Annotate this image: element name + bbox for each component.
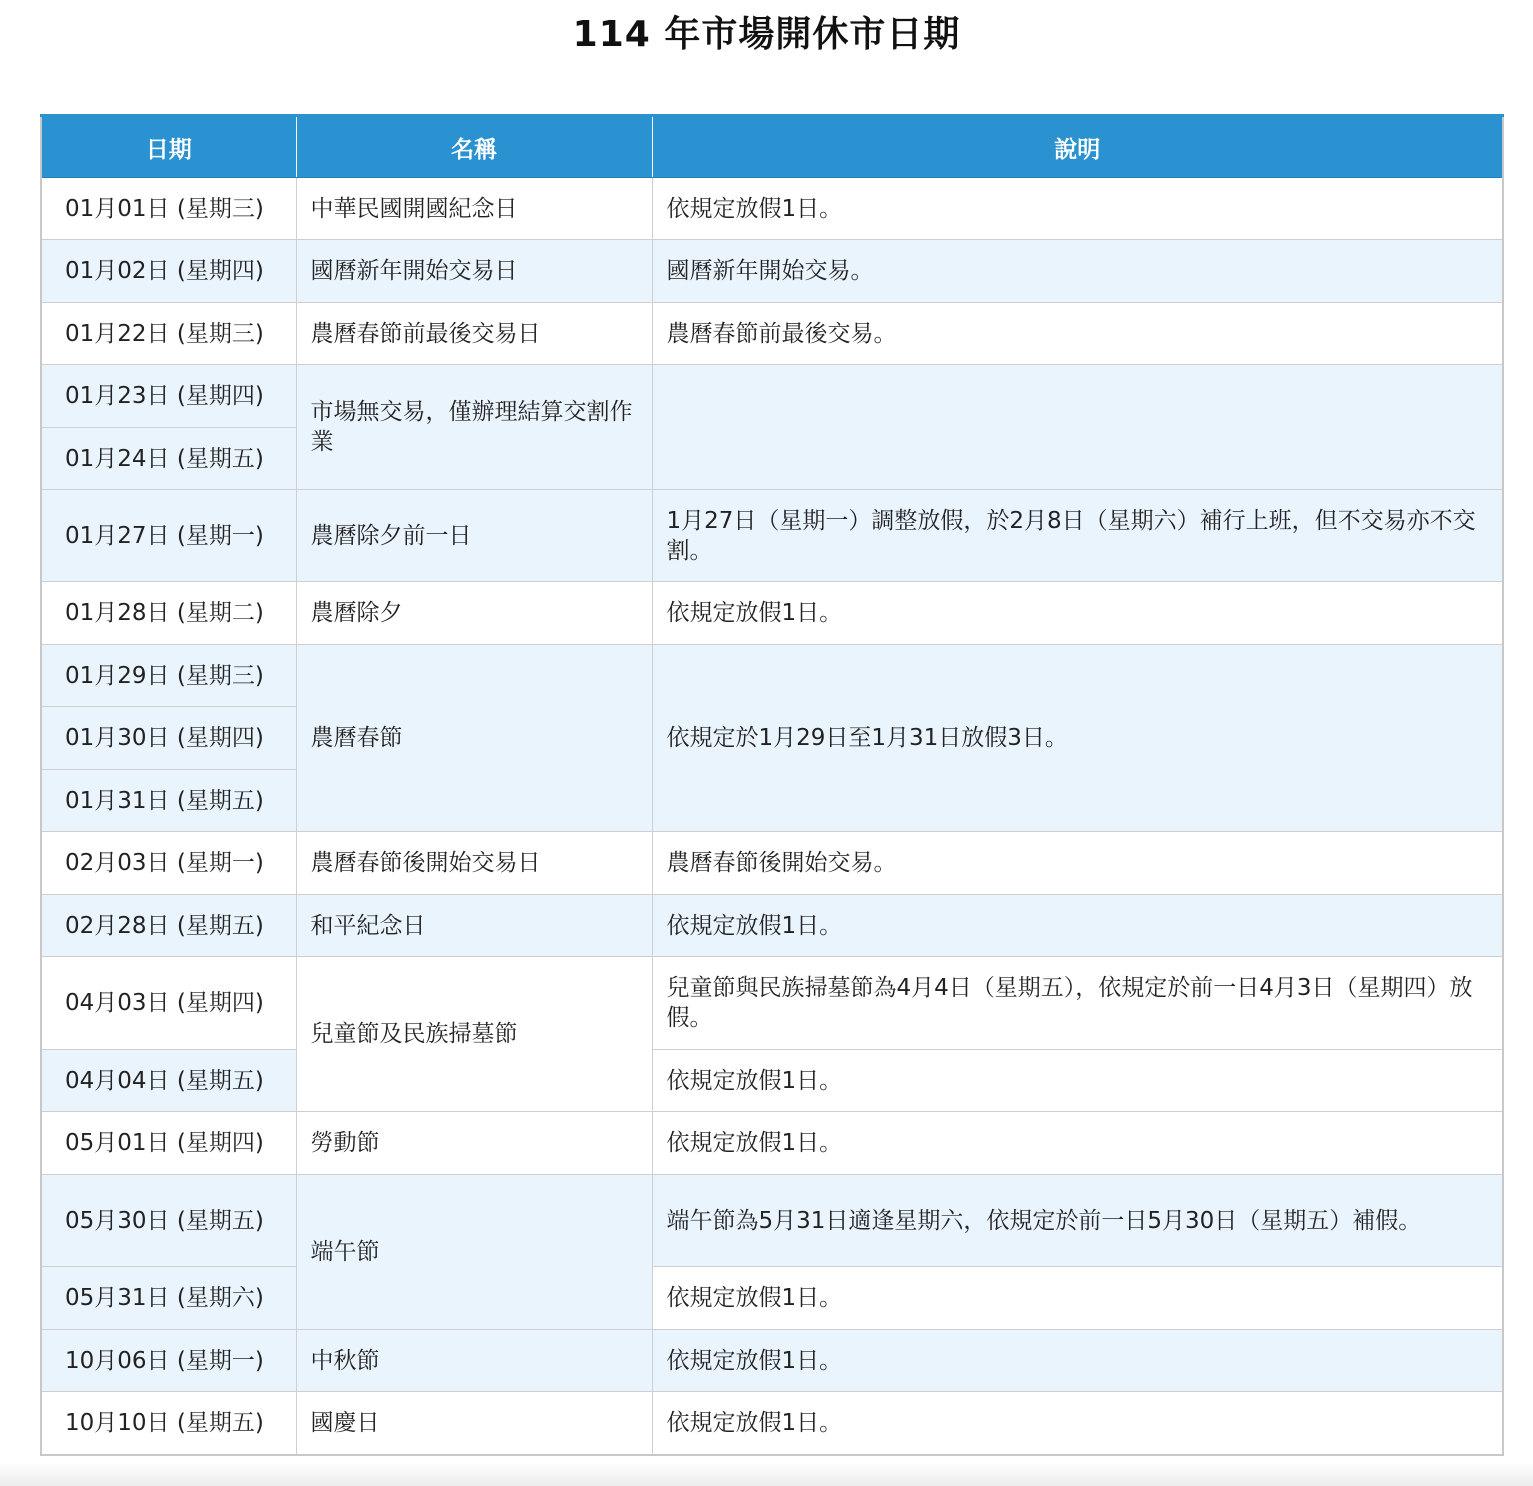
page-title: 114 年市場開休市日期 <box>572 14 961 55</box>
desc-cell: 兒童節與民族掃墓節為4月4日（星期五），依規定於前一日4月3日（星期四）放假。 <box>652 957 1503 1050</box>
date-cell: 01月24日 (星期五) <box>41 428 296 490</box>
desc-cell: 依規定放假1日。 <box>652 582 1503 645</box>
date-cell: 01月27日 (星期一) <box>41 490 296 582</box>
table-row <box>41 303 1503 365</box>
desc-cell: 國曆新年開始交易。 <box>652 240 1503 303</box>
date-cell: 01月31日 (星期五) <box>41 770 296 832</box>
desc-cell: 端午節為5月31日適逢星期六，依規定於前一日5月30日（星期五）補假。 <box>652 1175 1503 1267</box>
desc-cell: 1月27日（星期一）調整放假，於2月8日（星期六）補行上班，但不交易亦不交割。 <box>652 490 1503 582</box>
name-cell: 國曆新年開始交易日 <box>296 240 652 303</box>
name-cell: 國慶日 <box>296 1392 652 1455</box>
table-row <box>41 178 1503 240</box>
desc-cell: 依規定放假1日。 <box>652 1267 1503 1330</box>
date-cell: 01月02日 (星期四) <box>41 240 296 303</box>
desc-cell: 依規定放假1日。 <box>652 178 1503 240</box>
desc-cell: 依規定於1月29日至1月31日放假3日。 <box>652 645 1503 832</box>
date-cell: 04月04日 (星期五) <box>41 1050 296 1112</box>
date-cell: 05月30日 (星期五) <box>41 1175 296 1267</box>
date-cell: 05月01日 (星期四) <box>41 1112 296 1175</box>
name-cell: 中秋節 <box>296 1330 652 1392</box>
desc-cell: 依規定放假1日。 <box>652 895 1503 957</box>
date-cell: 01月29日 (星期三) <box>41 645 296 707</box>
date-cell: 04月03日 (星期四) <box>41 957 296 1050</box>
desc-cell: 依規定放假1日。 <box>652 1050 1503 1112</box>
name-cell: 農曆春節 <box>296 645 652 832</box>
desc-cell: 農曆春節後開始交易。 <box>652 832 1503 895</box>
date-cell: 01月01日 (星期三) <box>41 178 296 240</box>
name-cell: 和平紀念日 <box>296 895 652 957</box>
table-row <box>41 895 1503 957</box>
table-header-row <box>41 116 1503 178</box>
column-header-desc: 說明 <box>652 116 1503 178</box>
name-cell: 中華民國開國紀念日 <box>296 178 652 240</box>
date-cell: 10月06日 (星期一) <box>41 1330 296 1392</box>
date-cell: 02月28日 (星期五) <box>41 895 296 957</box>
table-row <box>41 1392 1503 1455</box>
desc-cell: 依規定放假1日。 <box>652 1392 1503 1455</box>
table-row <box>41 365 1503 428</box>
desc-cell: 依規定放假1日。 <box>652 1112 1503 1175</box>
table-row <box>41 582 1503 645</box>
date-cell: 05月31日 (星期六) <box>41 1267 296 1330</box>
date-cell: 01月30日 (星期四) <box>41 707 296 770</box>
table-row <box>41 240 1503 303</box>
name-cell: 農曆除夕前一日 <box>296 490 652 582</box>
desc-cell: 依規定放假1日。 <box>652 1330 1503 1392</box>
desc-cell <box>652 365 1503 490</box>
date-cell: 02月03日 (星期一) <box>41 832 296 895</box>
column-header-name: 名稱 <box>296 116 652 178</box>
table-row <box>41 832 1503 895</box>
table-row <box>41 1267 1503 1330</box>
name-cell: 農曆除夕 <box>296 582 652 645</box>
date-cell: 01月22日 (星期三) <box>41 303 296 365</box>
name-cell: 農曆春節前最後交易日 <box>296 303 652 365</box>
column-header-date: 日期 <box>41 116 296 178</box>
date-cell: 01月28日 (星期二) <box>41 582 296 645</box>
table-row <box>41 490 1503 582</box>
table-row <box>41 1330 1503 1392</box>
table-row <box>41 1050 1503 1112</box>
table-row <box>41 645 1503 707</box>
market-holiday-table <box>40 114 1504 1456</box>
page-bottom-fade <box>0 1462 1533 1486</box>
table-row <box>41 957 1503 1050</box>
date-cell: 10月10日 (星期五) <box>41 1392 296 1455</box>
name-cell: 端午節 <box>296 1175 652 1330</box>
name-cell: 勞動節 <box>296 1112 652 1175</box>
table-row <box>41 1112 1503 1175</box>
name-cell: 農曆春節後開始交易日 <box>296 832 652 895</box>
date-cell: 01月23日 (星期四) <box>41 365 296 428</box>
desc-cell: 農曆春節前最後交易。 <box>652 303 1503 365</box>
name-cell: 市場無交易，僅辦理結算交割作業 <box>296 365 652 490</box>
table-row <box>41 1175 1503 1267</box>
name-cell: 兒童節及民族掃墓節 <box>296 957 652 1112</box>
